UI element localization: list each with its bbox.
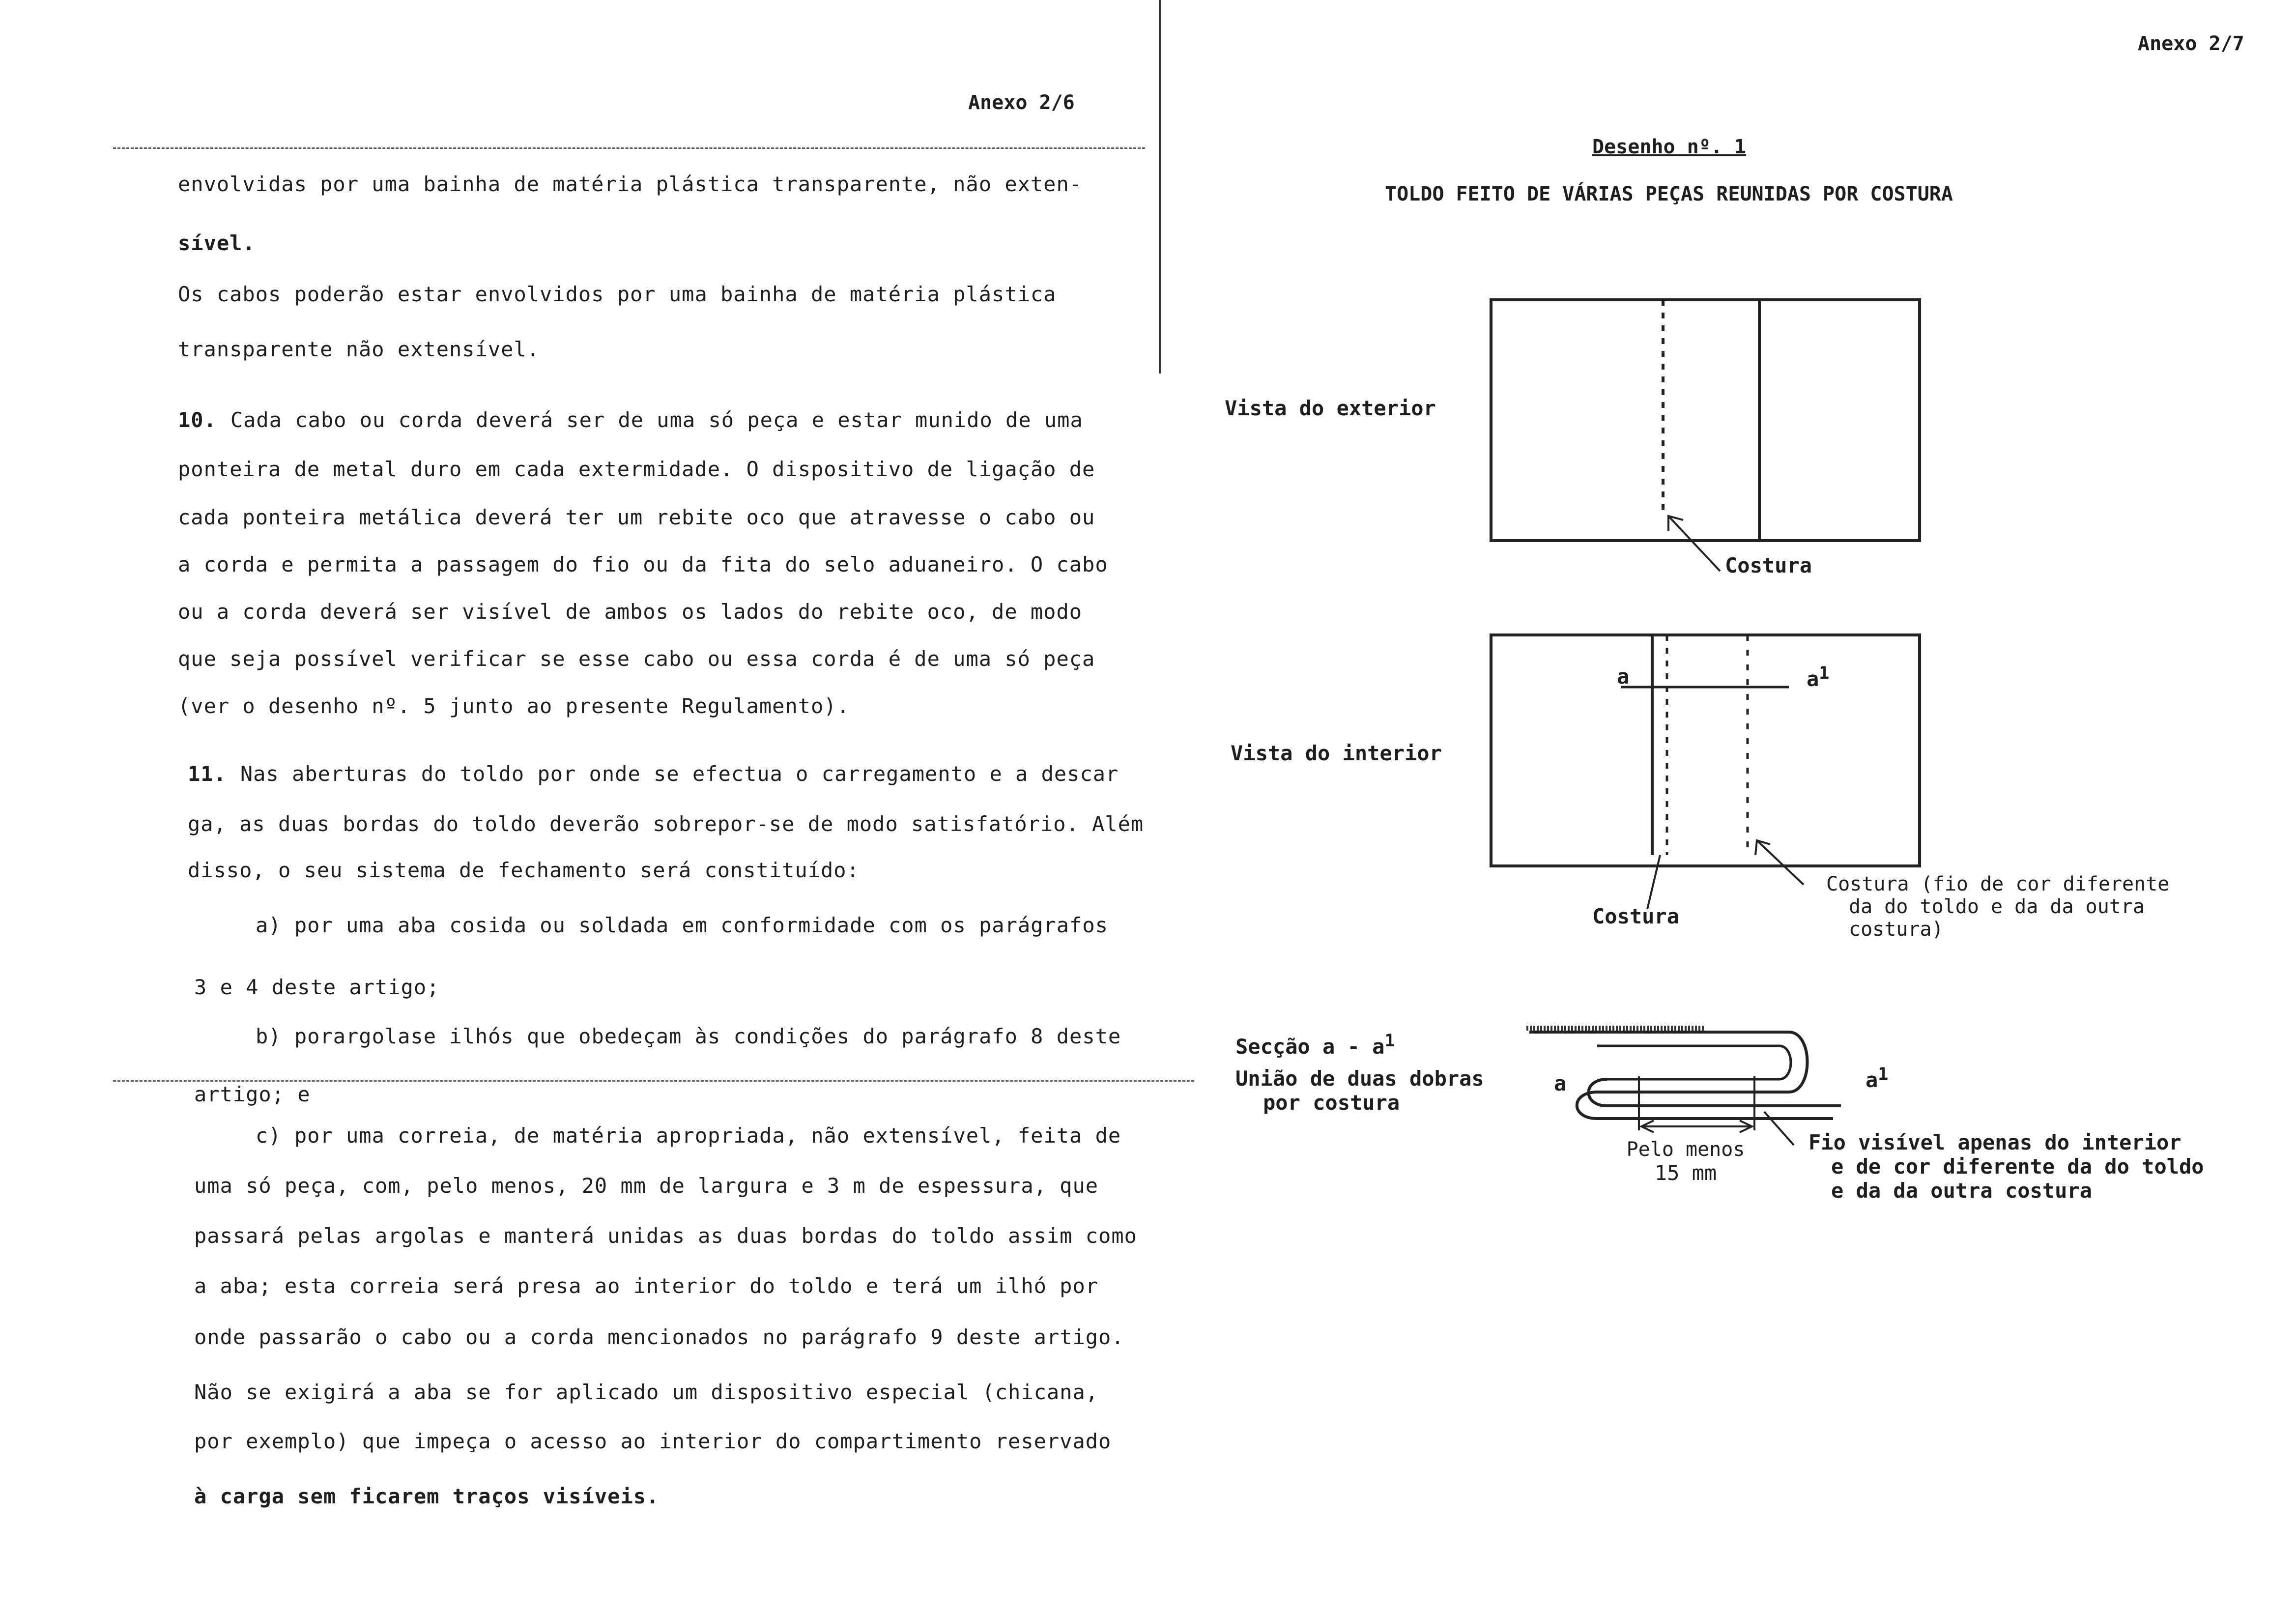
item-c-line: c) por uma correia, de matéria apropriada, não extensível, feita de <box>256 1123 1121 1148</box>
closing-line: por exemplo) que impeça o acesso ao interior do compartimento reservado <box>194 1429 1112 1453</box>
text-line: Os cabos poderão estar envolvidos por uma bainha de matéria plástica <box>178 282 1057 306</box>
text-line: transparente não extensível. <box>178 337 540 361</box>
item-c-line: a aba; esta correia será presa ao interior do toldo e terá um ilhó por <box>194 1274 1099 1298</box>
text-line: envolvidas por uma bainha de matéria plástica transparente, não exten- <box>178 172 1083 196</box>
fold-inner <box>1597 1046 1791 1079</box>
closing-line: Não se exigirá a aba se for aplicado um dispositivo especial (chicana, <box>194 1380 1099 1404</box>
annex-label-left: Anexo 2/6 <box>968 91 1075 114</box>
para-10-line: ponteira de metal duro em cada extermidade. O dispositivo de ligação de <box>178 457 1095 481</box>
para-10-number: 10. <box>178 408 217 432</box>
exterior-view-label: Vista do exterior <box>1225 396 1436 420</box>
fio-pointer <box>1764 1112 1794 1145</box>
interior-seam-pointer-2 <box>1757 840 1804 885</box>
item-a-line: 3 e 4 deste artigo; <box>194 975 440 999</box>
interior-view-label: Vista do interior <box>1231 741 1442 765</box>
minimum-label: Pelo menos 15 mm <box>1626 1138 1745 1185</box>
interior-seam-pointer-1 <box>1647 855 1660 909</box>
item-b-line: b) porargolase ilhós que obedeçam às condições do parágrafo 8 deste <box>256 1024 1121 1048</box>
fold-marker-a1: $a^1$ <box>1866 1065 1889 1092</box>
item-c-line: onde passarão o cabo ou a corda mencionados no parágrafo 9 deste artigo. <box>194 1325 1124 1349</box>
para-10-line: ou a corda deverá ser visível de ambos os lados do rebite oco, de modo <box>178 600 1083 624</box>
interior-view-panel <box>1491 635 1920 866</box>
drawing-title: Desenho nº. 1 <box>1592 136 1747 158</box>
drawing-subtitle: TOLDO FEITO DE VÁRIAS PEÇAS REUNIDAS POR COSTURA <box>1385 183 1953 205</box>
item-c-line: passará pelas argolas e manterá unidas as duas bordas do toldo assim como <box>194 1224 1137 1248</box>
section-label: Secção a - $a^1$ <box>1235 1031 1395 1059</box>
annex-label-right: Anexo 2/7 <box>2138 32 2244 55</box>
para-10-line: a corda e permita a passagem do fio ou da fita do selo aduaneiro. O cabo <box>178 552 1108 576</box>
item-c-line: uma só peça, com, pelo menos, 20 mm de largura e 3 m de espessura, que <box>194 1174 1099 1198</box>
para-10-line: que seja possível verificar se esse cabo ou essa corda é de uma só peça <box>178 647 1095 671</box>
para-11-line: 11. Nas aberturas do toldo por onde se efectua o carregamento e a descar <box>188 762 1119 786</box>
exterior-view-panel <box>1491 300 1920 541</box>
fold-marker-a: a <box>1554 1071 1567 1095</box>
exterior-seam-label: Costura <box>1725 553 1812 577</box>
fold-outer <box>1529 1032 1808 1092</box>
fio-label: Fio visível apenas do interior e de cor diferente da do toldo e da da outra costura <box>1808 1130 2204 1203</box>
interior-seam-label-2: Costura (fio de cor diferente da do toldo e da da outra costura) <box>1826 873 2170 941</box>
section-a-marker: a <box>1617 664 1630 689</box>
section-a1-marker: $a^1$ <box>1807 663 1830 691</box>
para-11-line: disso, o seu sistema de fechamento será constituído: <box>188 858 860 882</box>
text-line: sível. <box>178 231 256 255</box>
para-11-line: ga, as duas bordas do toldo deverão sobrepor-se de modo satisfatório. Além <box>188 812 1144 836</box>
para-10-line: (ver o desenho nº. 5 junto ao presente Regulamento). <box>178 694 850 718</box>
para-10-line: cada ponteira metálica deverá ter um rebite oco que atravesse o cabo ou <box>178 505 1095 529</box>
closing-line: à carga sem ficarem traços visíveis. <box>194 1484 660 1508</box>
union-label: União de duas dobras por costura <box>1235 1066 1484 1115</box>
item-b-line: artigo; e <box>194 1082 311 1106</box>
exterior-seam-pointer <box>1668 516 1720 571</box>
interior-seam-label: Costura <box>1592 904 1680 928</box>
item-a-line: a) por uma aba cosida ou soldada em conformidade com os parágrafos <box>256 913 1108 937</box>
arrow-head <box>1755 840 1770 855</box>
para-11-number: 11. <box>188 762 227 786</box>
para-10-line: 10. Cada cabo ou corda deverá ser de uma só peça e estar munido de uma <box>178 408 1083 432</box>
